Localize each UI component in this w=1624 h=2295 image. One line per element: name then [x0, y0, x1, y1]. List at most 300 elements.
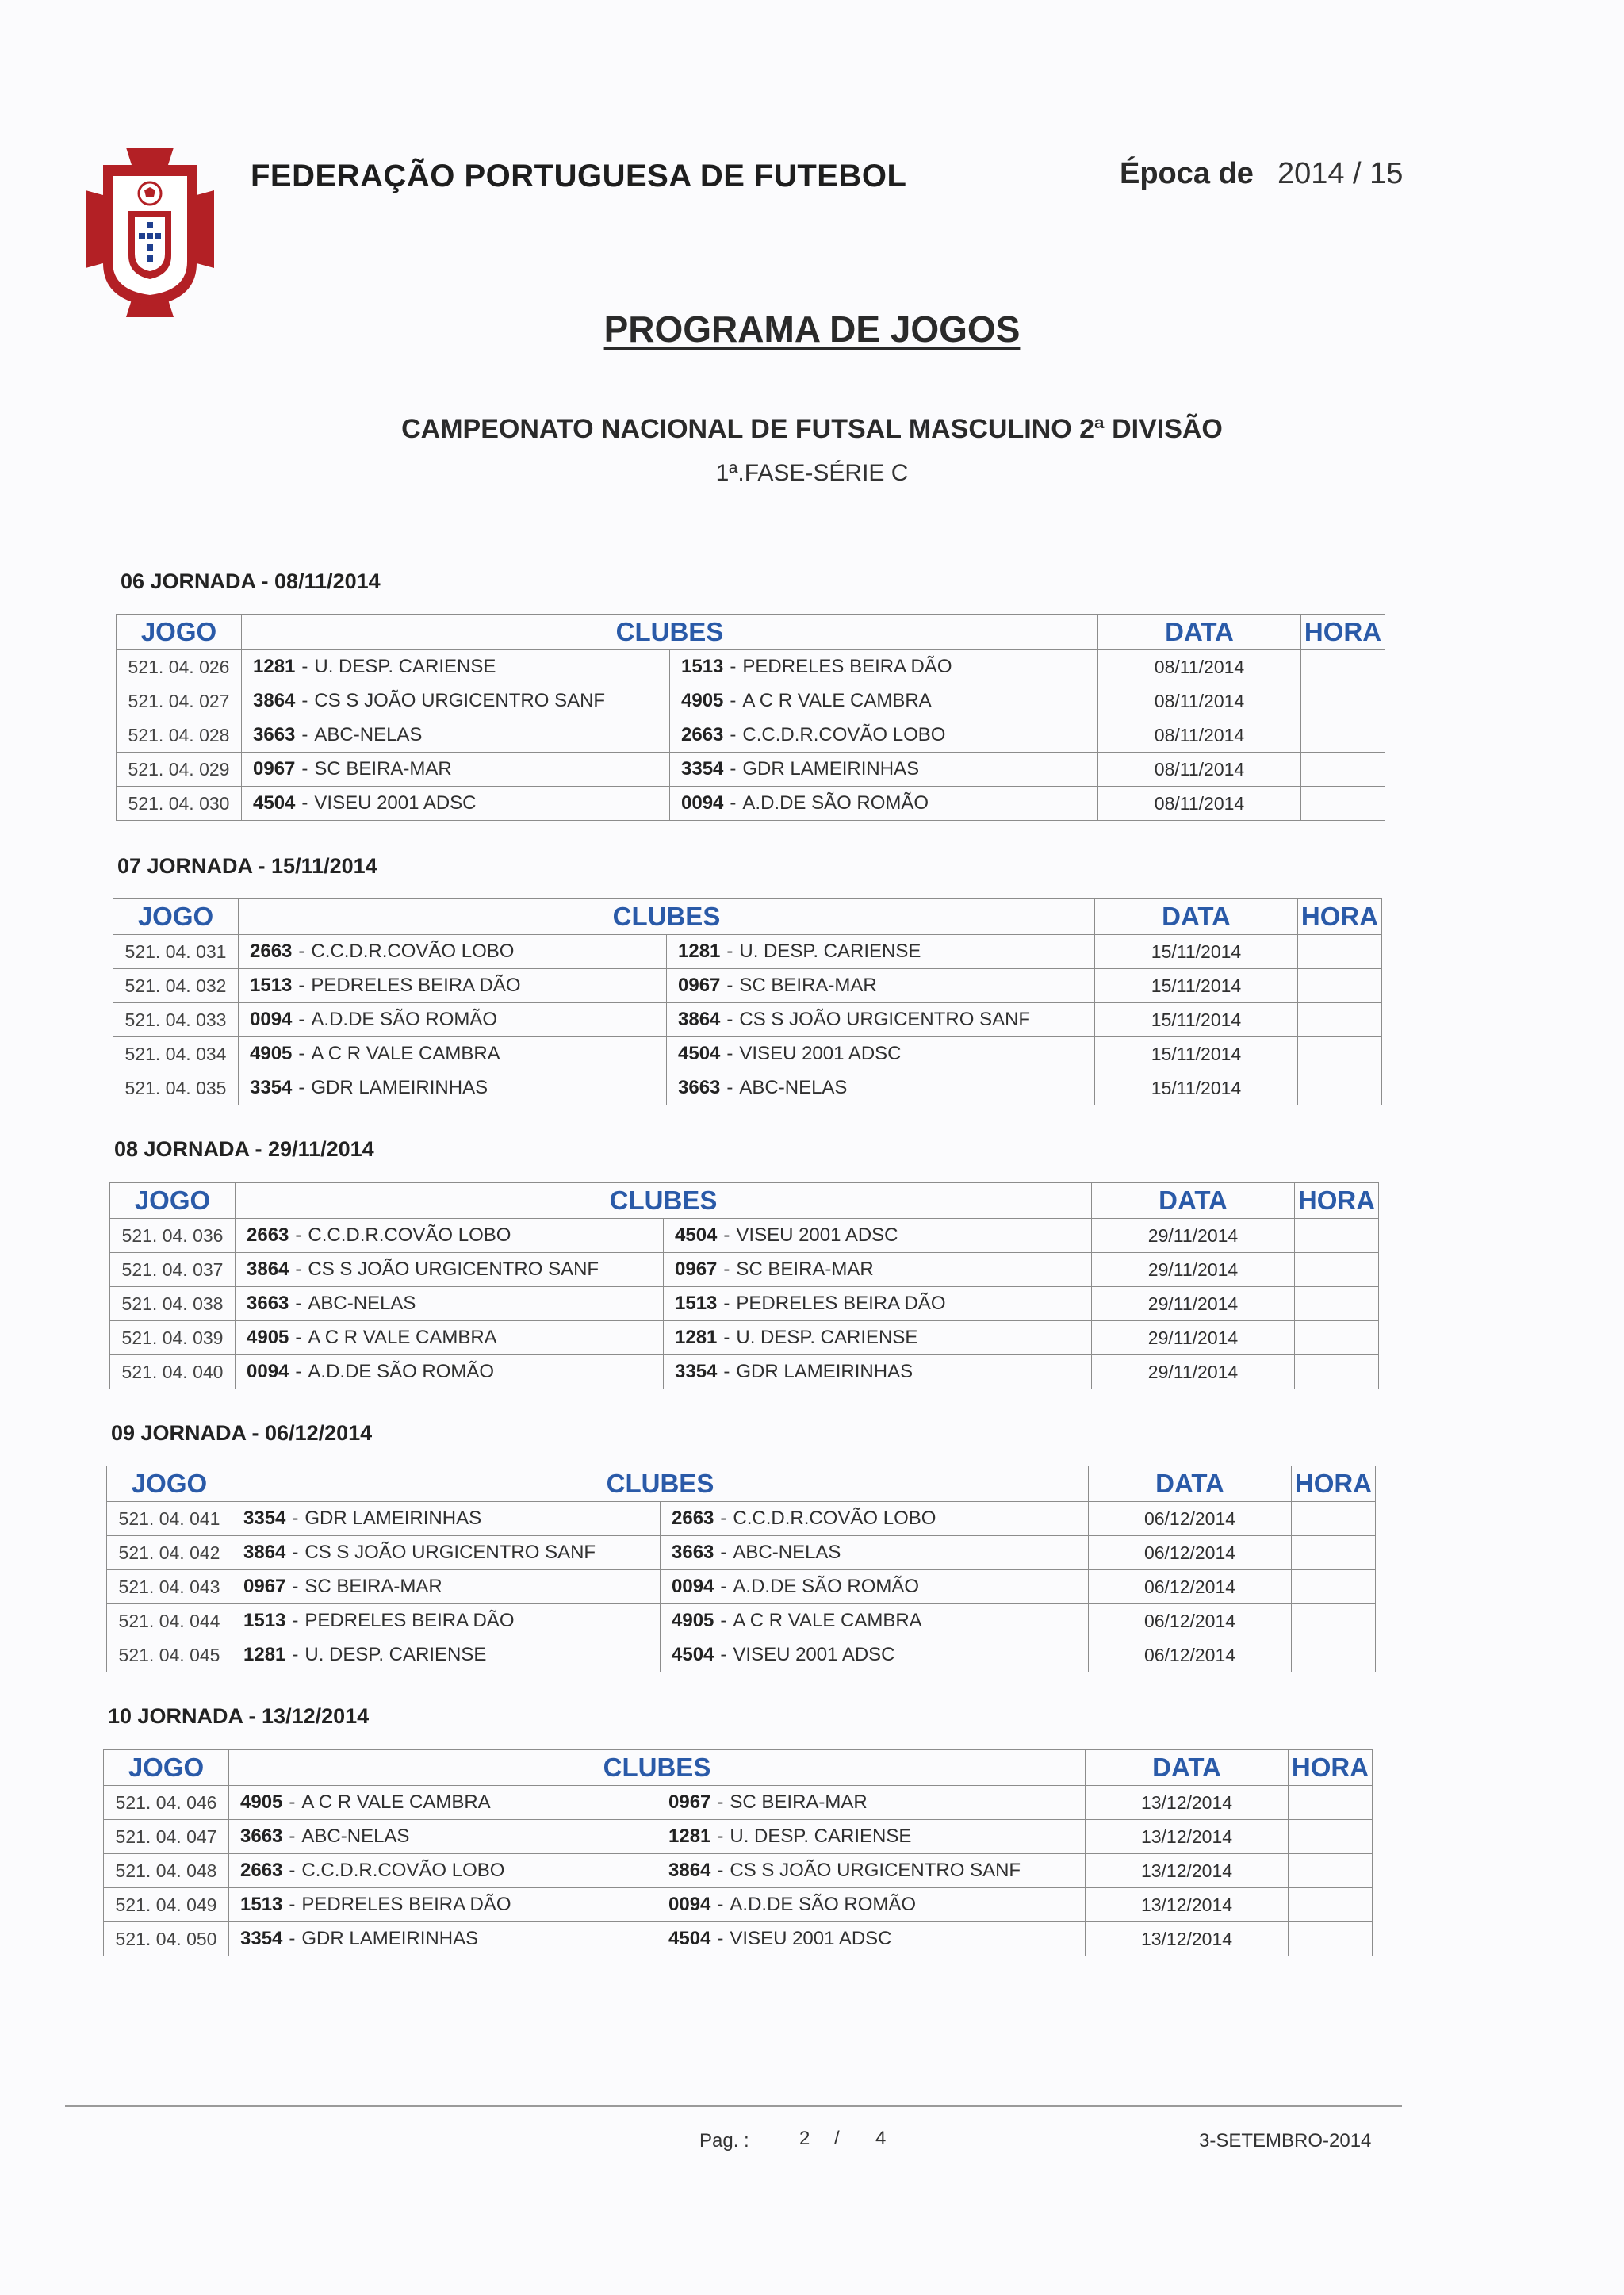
table-row — [110, 1287, 1379, 1321]
game-date: 06/12/2014 — [1089, 1604, 1292, 1638]
game-date: 29/11/2014 — [1092, 1287, 1295, 1321]
code-separator: - — [298, 941, 305, 962]
table-row — [104, 1888, 1373, 1922]
home-club-code: 4905 — [240, 1791, 283, 1813]
home-club-name: GDR LAMEIRINHAS — [304, 1508, 482, 1529]
game-id: 521. 04. 042 — [107, 1536, 232, 1570]
game-time — [1292, 1638, 1376, 1672]
code-separator: - — [726, 1009, 733, 1030]
home-club-name: U. DESP. CARIENSE — [304, 1644, 487, 1665]
away-club-cell — [657, 1888, 1086, 1922]
code-separator: - — [298, 1077, 305, 1098]
code-separator: - — [726, 1077, 733, 1098]
away-club-name: A.D.DE SÃO ROMÃO — [733, 1576, 920, 1597]
away-club-name: A.D.DE SÃO ROMÃO — [730, 1894, 917, 1915]
away-club-code: 3663 — [672, 1542, 714, 1563]
code-separator: - — [292, 1542, 299, 1563]
column-header-clubes: CLUBES — [229, 1750, 1086, 1786]
column-header-jogo: JOGO — [113, 899, 239, 935]
round-title: 09 JORNADA - 06/12/2014 — [111, 1421, 373, 1445]
game-date: 15/11/2014 — [1095, 935, 1298, 969]
home-club-code: 3354 — [250, 1077, 293, 1098]
away-club-name: SC BEIRA-MAR — [730, 1791, 868, 1813]
table-header-row — [117, 615, 1385, 650]
game-date: 13/12/2014 — [1086, 1820, 1289, 1854]
away-club-cell — [664, 1287, 1092, 1321]
away-club-name: VISEU 2001 ADSC — [733, 1644, 895, 1665]
home-club-name: PEDRELES BEIRA DÃO — [311, 975, 521, 996]
column-header-hora: HORA — [1301, 615, 1385, 650]
game-id: 521. 04. 030 — [117, 787, 242, 821]
away-club-cell — [657, 1786, 1086, 1820]
home-club-cell — [239, 969, 667, 1003]
away-club-cell — [657, 1820, 1086, 1854]
round-title: 07 JORNADA - 15/11/2014 — [117, 854, 377, 878]
code-separator: - — [301, 758, 308, 780]
game-date: 15/11/2014 — [1095, 1037, 1298, 1071]
code-separator: - — [717, 1894, 724, 1915]
away-club-code: 0967 — [678, 975, 721, 996]
game-time — [1292, 1502, 1376, 1536]
home-club-cell — [242, 753, 670, 787]
away-club-name: A C R VALE CAMBRA — [733, 1610, 922, 1631]
home-club-code: 1513 — [243, 1610, 286, 1631]
away-club-name: VISEU 2001 ADSC — [736, 1224, 898, 1246]
game-id: 521. 04. 035 — [113, 1071, 239, 1105]
home-club-name: SC BEIRA-MAR — [304, 1576, 442, 1597]
away-club-code: 3864 — [678, 1009, 721, 1030]
home-club-name: A C R VALE CAMBRA — [308, 1327, 497, 1348]
away-club-cell — [670, 684, 1098, 718]
away-club-cell — [670, 753, 1098, 787]
game-time — [1289, 1854, 1373, 1888]
game-time — [1298, 1003, 1382, 1037]
code-separator: - — [298, 975, 305, 996]
game-time — [1292, 1570, 1376, 1604]
away-club-cell — [664, 1219, 1092, 1253]
competition-name: CAMPEONATO NACIONAL DE FUTSAL MASCULINO 2ª DIVISÃO — [401, 414, 1223, 444]
home-club-code: 3663 — [253, 724, 296, 745]
round-title: 08 JORNADA - 29/11/2014 — [114, 1137, 374, 1161]
home-club-code: 4905 — [250, 1043, 293, 1064]
home-club-cell — [229, 1922, 657, 1956]
code-separator: - — [298, 1043, 305, 1064]
code-separator: - — [295, 1361, 302, 1382]
code-separator: - — [726, 975, 733, 996]
away-club-code: 0967 — [675, 1259, 718, 1280]
away-club-code: 4504 — [678, 1043, 721, 1064]
code-separator: - — [730, 724, 737, 745]
table-row — [113, 1071, 1382, 1105]
home-club-code: 1513 — [240, 1894, 283, 1915]
game-time — [1298, 969, 1382, 1003]
away-club-name: U. DESP. CARIENSE — [730, 1826, 912, 1847]
table-row — [117, 718, 1385, 753]
game-id: 521. 04. 047 — [104, 1820, 229, 1854]
code-separator: - — [730, 792, 737, 814]
column-header-hora: HORA — [1295, 1183, 1379, 1219]
game-time — [1289, 1922, 1373, 1956]
home-club-cell — [236, 1321, 664, 1355]
column-header-hora: HORA — [1292, 1466, 1376, 1502]
game-id: 521. 04. 046 — [104, 1786, 229, 1820]
game-date: 29/11/2014 — [1092, 1253, 1295, 1287]
code-separator: - — [717, 1928, 724, 1949]
away-club-cell — [667, 969, 1095, 1003]
away-club-code: 0094 — [668, 1894, 711, 1915]
away-club-cell — [664, 1355, 1092, 1389]
game-date: 13/12/2014 — [1086, 1854, 1289, 1888]
home-club-code: 0094 — [247, 1361, 289, 1382]
home-club-name: ABC-NELAS — [308, 1293, 416, 1314]
home-club-cell — [232, 1536, 661, 1570]
away-club-name: VISEU 2001 ADSC — [730, 1928, 892, 1949]
page-separator: / — [834, 2128, 840, 2149]
column-header-data: DATA — [1092, 1183, 1295, 1219]
game-date: 06/12/2014 — [1089, 1638, 1292, 1672]
home-club-name: CS S JOÃO URGICENTRO SANF — [314, 690, 606, 711]
home-club-code: 2663 — [247, 1224, 289, 1246]
away-club-name: PEDRELES BEIRA DÃO — [742, 656, 952, 677]
column-header-hora: HORA — [1289, 1750, 1373, 1786]
code-separator: - — [723, 1293, 730, 1314]
away-club-code: 3663 — [678, 1077, 721, 1098]
code-separator: - — [723, 1327, 730, 1348]
phase-name: 1ª.FASE-SÉRIE C — [715, 460, 909, 486]
home-club-cell — [232, 1604, 661, 1638]
document-date: 3-SETEMBRO-2014 — [1199, 2130, 1372, 2151]
away-club-cell — [670, 787, 1098, 821]
game-time — [1298, 1037, 1382, 1071]
table-header-row — [113, 899, 1382, 935]
away-club-cell — [664, 1253, 1092, 1287]
home-club-cell — [239, 1003, 667, 1037]
home-club-cell — [236, 1219, 664, 1253]
game-date: 15/11/2014 — [1095, 1071, 1298, 1105]
home-club-cell — [242, 684, 670, 718]
code-separator: - — [295, 1224, 302, 1246]
home-club-name: ABC-NELAS — [301, 1826, 410, 1847]
home-club-code: 3354 — [243, 1508, 286, 1529]
game-date: 06/12/2014 — [1089, 1570, 1292, 1604]
code-separator: - — [292, 1610, 299, 1631]
away-club-code: 4504 — [672, 1644, 714, 1665]
home-club-cell — [242, 650, 670, 684]
code-separator: - — [726, 1043, 733, 1064]
game-id: 521. 04. 044 — [107, 1604, 232, 1638]
game-id: 521. 04. 027 — [117, 684, 242, 718]
games-table — [106, 1466, 1376, 1672]
table-row — [104, 1922, 1373, 1956]
home-club-cell — [242, 787, 670, 821]
away-club-code: 4905 — [681, 690, 724, 711]
column-header-data: DATA — [1098, 615, 1301, 650]
table-row — [117, 684, 1385, 718]
home-club-name: VISEU 2001 ADSC — [314, 792, 477, 814]
away-club-cell — [667, 1071, 1095, 1105]
away-club-cell — [657, 1854, 1086, 1888]
code-separator: - — [301, 724, 308, 745]
page-total: 4 — [875, 2128, 887, 2149]
game-time — [1295, 1355, 1379, 1389]
game-id: 521. 04. 037 — [110, 1253, 236, 1287]
home-club-cell — [232, 1638, 661, 1672]
home-club-cell — [236, 1253, 664, 1287]
away-club-code: 4504 — [675, 1224, 718, 1246]
code-separator: - — [730, 758, 737, 780]
away-club-cell — [667, 1003, 1095, 1037]
page-title-text: PROGRAMA DE JOGOS — [603, 308, 1021, 350]
away-club-name: SC BEIRA-MAR — [739, 975, 877, 996]
season-label: Época de — [1120, 157, 1254, 190]
home-club-name: PEDRELES BEIRA DÃO — [304, 1610, 515, 1631]
game-date: 15/11/2014 — [1095, 1003, 1298, 1037]
game-date: 29/11/2014 — [1092, 1219, 1295, 1253]
table-row — [104, 1820, 1373, 1854]
table-row — [107, 1502, 1376, 1536]
away-club-cell — [670, 650, 1098, 684]
code-separator: - — [292, 1644, 299, 1665]
game-id: 521. 04. 036 — [110, 1219, 236, 1253]
game-time — [1295, 1321, 1379, 1355]
home-club-name: C.C.D.R.COVÃO LOBO — [308, 1224, 511, 1246]
game-id: 521. 04. 045 — [107, 1638, 232, 1672]
code-separator: - — [289, 1860, 296, 1881]
game-time — [1295, 1287, 1379, 1321]
away-club-code: 1281 — [675, 1327, 718, 1348]
game-date: 15/11/2014 — [1095, 969, 1298, 1003]
home-club-code: 4905 — [247, 1327, 289, 1348]
away-club-code: 1513 — [681, 656, 724, 677]
home-club-cell — [236, 1287, 664, 1321]
home-club-code: 1513 — [250, 975, 293, 996]
home-club-name: C.C.D.R.COVÃO LOBO — [311, 941, 515, 962]
away-club-code: 0094 — [681, 792, 724, 814]
away-club-name: A C R VALE CAMBRA — [742, 690, 932, 711]
away-club-name: ABC-NELAS — [733, 1542, 841, 1563]
game-date: 13/12/2014 — [1086, 1786, 1289, 1820]
games-table — [103, 1749, 1373, 1956]
column-header-jogo: JOGO — [104, 1750, 229, 1786]
game-time — [1298, 935, 1382, 969]
away-club-name: VISEU 2001 ADSC — [739, 1043, 902, 1064]
game-time — [1301, 684, 1385, 718]
home-club-name: A.D.DE SÃO ROMÃO — [311, 1009, 498, 1030]
home-club-code: 0967 — [253, 758, 296, 780]
home-club-cell — [229, 1888, 657, 1922]
table-row — [110, 1321, 1379, 1355]
home-club-code: 1281 — [253, 656, 296, 677]
home-club-cell — [232, 1570, 661, 1604]
away-club-name: PEDRELES BEIRA DÃO — [736, 1293, 946, 1314]
game-id: 521. 04. 048 — [104, 1854, 229, 1888]
code-separator: - — [717, 1860, 724, 1881]
home-club-name: GDR LAMEIRINHAS — [301, 1928, 479, 1949]
home-club-cell — [242, 718, 670, 753]
home-club-cell — [229, 1820, 657, 1854]
table-row — [113, 1003, 1382, 1037]
away-club-cell — [661, 1536, 1089, 1570]
game-time — [1295, 1219, 1379, 1253]
table-row — [110, 1253, 1379, 1287]
home-club-name: U. DESP. CARIENSE — [314, 656, 496, 677]
table-row — [113, 969, 1382, 1003]
home-club-cell — [239, 1037, 667, 1071]
home-club-cell — [239, 1071, 667, 1105]
code-separator: - — [292, 1576, 299, 1597]
away-club-code: 4504 — [668, 1928, 711, 1949]
table-header-row — [110, 1183, 1379, 1219]
home-club-code: 3663 — [240, 1826, 283, 1847]
table-row — [117, 787, 1385, 821]
home-club-name: PEDRELES BEIRA DÃO — [301, 1894, 511, 1915]
column-header-jogo: JOGO — [117, 615, 242, 650]
table-row — [104, 1854, 1373, 1888]
table-row — [110, 1219, 1379, 1253]
game-id: 521. 04. 039 — [110, 1321, 236, 1355]
code-separator: - — [289, 1826, 296, 1847]
away-club-code: 1513 — [675, 1293, 718, 1314]
away-club-name: GDR LAMEIRINHAS — [736, 1361, 914, 1382]
game-id: 521. 04. 026 — [117, 650, 242, 684]
column-header-clubes: CLUBES — [239, 899, 1095, 935]
code-separator: - — [301, 690, 308, 711]
table-row — [104, 1786, 1373, 1820]
code-separator: - — [301, 792, 308, 814]
games-table — [109, 1182, 1379, 1389]
page-title — [0, 308, 1624, 351]
game-id: 521. 04. 028 — [117, 718, 242, 753]
game-date: 29/11/2014 — [1092, 1355, 1295, 1389]
code-separator: - — [289, 1791, 296, 1813]
game-date: 08/11/2014 — [1098, 650, 1301, 684]
away-club-name: SC BEIRA-MAR — [736, 1259, 874, 1280]
home-club-code: 4504 — [253, 792, 296, 814]
game-time — [1295, 1253, 1379, 1287]
code-separator: - — [720, 1610, 727, 1631]
away-club-cell — [661, 1570, 1089, 1604]
away-club-cell — [661, 1502, 1089, 1536]
code-separator: - — [289, 1928, 296, 1949]
home-club-name: CS S JOÃO URGICENTRO SANF — [304, 1542, 596, 1563]
home-club-cell — [236, 1355, 664, 1389]
code-separator: - — [720, 1576, 727, 1597]
games-table — [116, 614, 1385, 821]
game-id: 521. 04. 031 — [113, 935, 239, 969]
season-info — [1120, 157, 1403, 191]
away-club-name: CS S JOÃO URGICENTRO SANF — [730, 1860, 1021, 1881]
home-club-code: 1281 — [243, 1644, 286, 1665]
code-separator: - — [720, 1542, 727, 1563]
home-club-name: A C R VALE CAMBRA — [311, 1043, 500, 1064]
column-header-data: DATA — [1095, 899, 1298, 935]
away-club-cell — [664, 1321, 1092, 1355]
home-club-code: 3864 — [247, 1259, 289, 1280]
away-club-code: 3354 — [675, 1361, 718, 1382]
code-separator: - — [295, 1293, 302, 1314]
game-date: 06/12/2014 — [1089, 1502, 1292, 1536]
table-row — [113, 935, 1382, 969]
game-id: 521. 04. 038 — [110, 1287, 236, 1321]
home-club-code: 0094 — [250, 1009, 293, 1030]
game-time — [1301, 718, 1385, 753]
home-club-name: CS S JOÃO URGICENTRO SANF — [308, 1259, 599, 1280]
game-id: 521. 04. 033 — [113, 1003, 239, 1037]
column-header-clubes: CLUBES — [236, 1183, 1092, 1219]
game-id: 521. 04. 041 — [107, 1502, 232, 1536]
away-club-code: 4905 — [672, 1610, 714, 1631]
federation-title: FEDERAÇÃO PORTUGUESA DE FUTEBOL — [251, 159, 907, 193]
code-separator: - — [301, 656, 308, 677]
game-date: 29/11/2014 — [1092, 1321, 1295, 1355]
code-separator: - — [723, 1224, 730, 1246]
code-separator: - — [717, 1826, 724, 1847]
away-club-cell — [667, 1037, 1095, 1071]
game-time — [1301, 753, 1385, 787]
away-club-name: U. DESP. CARIENSE — [739, 941, 921, 962]
table-row — [110, 1355, 1379, 1389]
home-club-code: 3864 — [243, 1542, 286, 1563]
home-club-cell — [229, 1854, 657, 1888]
game-time — [1292, 1536, 1376, 1570]
away-club-name: CS S JOÃO URGICENTRO SANF — [739, 1009, 1031, 1030]
code-separator: - — [723, 1259, 730, 1280]
away-club-cell — [667, 935, 1095, 969]
home-club-code: 0967 — [243, 1576, 286, 1597]
table-row — [113, 1037, 1382, 1071]
home-club-name: GDR LAMEIRINHAS — [311, 1077, 488, 1098]
game-time — [1301, 650, 1385, 684]
game-id: 521. 04. 029 — [117, 753, 242, 787]
column-header-data: DATA — [1086, 1750, 1289, 1786]
games-table — [113, 898, 1382, 1105]
away-club-name: C.C.D.R.COVÃO LOBO — [733, 1508, 936, 1529]
column-header-jogo: JOGO — [107, 1466, 232, 1502]
code-separator: - — [292, 1508, 299, 1529]
away-club-name: U. DESP. CARIENSE — [736, 1327, 918, 1348]
away-club-cell — [661, 1638, 1089, 1672]
home-club-code: 3864 — [253, 690, 296, 711]
season-value: 2014 / 15 — [1277, 157, 1404, 190]
game-id: 521. 04. 049 — [104, 1888, 229, 1922]
home-club-code: 2663 — [240, 1860, 283, 1881]
game-time — [1289, 1820, 1373, 1854]
game-time — [1301, 787, 1385, 821]
home-club-cell — [232, 1502, 661, 1536]
page-current: 2 — [799, 2128, 810, 2149]
column-header-data: DATA — [1089, 1466, 1292, 1502]
code-separator: - — [295, 1327, 302, 1348]
column-header-clubes: CLUBES — [232, 1466, 1089, 1502]
round-title: 10 JORNADA - 13/12/2014 — [108, 1704, 370, 1728]
home-club-code: 3663 — [247, 1293, 289, 1314]
home-club-cell — [239, 935, 667, 969]
page-label: Pag. : — [699, 2130, 749, 2151]
away-club-name: ABC-NELAS — [739, 1077, 848, 1098]
column-header-jogo: JOGO — [110, 1183, 236, 1219]
home-club-code: 2663 — [250, 941, 293, 962]
game-date: 08/11/2014 — [1098, 753, 1301, 787]
home-club-name: ABC-NELAS — [314, 724, 423, 745]
home-club-name: A C R VALE CAMBRA — [301, 1791, 491, 1813]
table-row — [117, 650, 1385, 684]
code-separator: - — [730, 690, 737, 711]
round-title: 06 JORNADA - 08/11/2014 — [121, 569, 381, 593]
away-club-cell — [657, 1922, 1086, 1956]
game-date: 06/12/2014 — [1089, 1536, 1292, 1570]
table-row — [117, 753, 1385, 787]
away-club-code: 0967 — [668, 1791, 711, 1813]
